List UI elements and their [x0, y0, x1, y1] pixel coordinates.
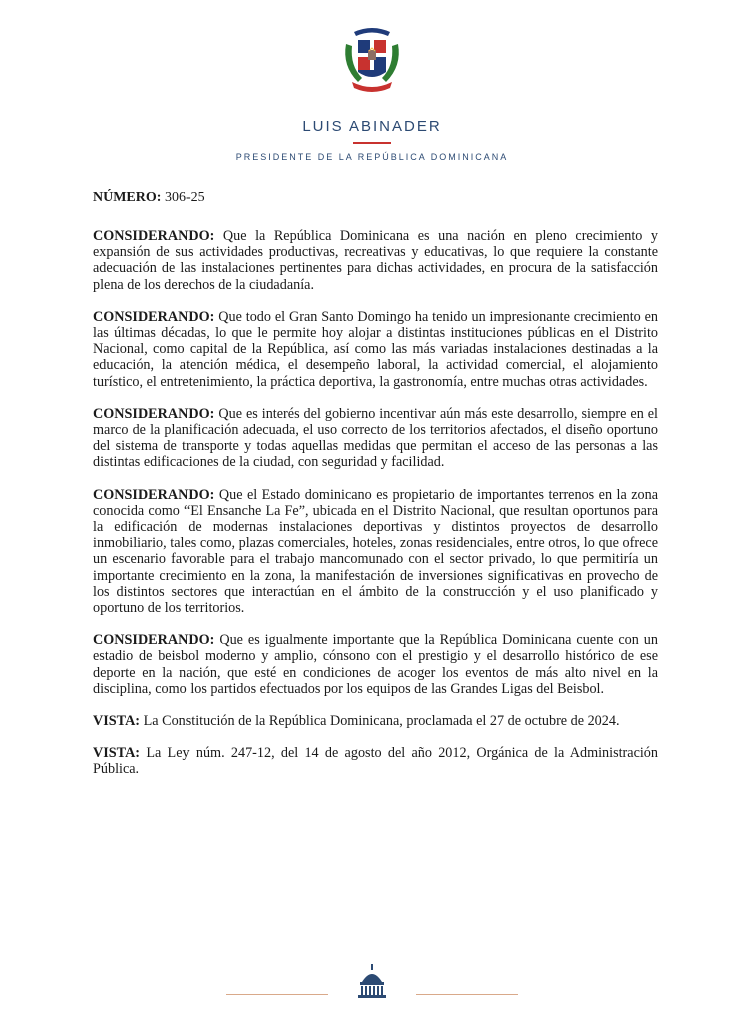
clause	[93, 713, 658, 729]
decree-number-label: NÚMERO:	[93, 190, 162, 205]
clause	[93, 406, 658, 471]
decree-number	[93, 190, 658, 206]
clause-label: VISTA:	[93, 745, 141, 762]
clause-text: Que todo el Gran Santo Domingo ha tenido un impresionante crecimiento en las últimas décadas, lo que le permite hoy alojar a distintas instituciones públicas en el Distrito Nacional, como capital de la República, así como las más variadas instalaciones destinadas a la educación, la atención médica, el desempeño laboral, la actividad comercial, el alojamiento turístico, el entretenimiento, la práctica deportiva, la gastronomía, entre muchas otras actividades.	[93, 308, 659, 390]
clause-label: CONSIDERANDO:	[93, 308, 215, 325]
clause-label: CONSIDERANDO:	[93, 632, 215, 649]
letterhead	[0, 22, 744, 162]
header-divider	[353, 142, 391, 144]
clause	[93, 228, 658, 293]
clause-text: La Constitución de la República Dominicana, proclamada el 27 de octubre de 2024.	[143, 713, 620, 730]
clause	[93, 487, 658, 617]
national-palace-dome-icon	[352, 962, 392, 1002]
clause-label: CONSIDERANDO:	[93, 486, 215, 503]
decree-body	[93, 190, 658, 794]
decree-number-value: 306-25	[164, 190, 205, 205]
clause-text: Que el Estado dominicano es propietario de importantes terrenos en la zona conocida como “El Ensanche La Fe”, ubicada en el Distrito Nacional, que resultan oportunos para la edificación de modernas instalaciones deportivas y distintos proyectos de desarrollo inmobiliario, tales como, plazas comerciales, hoteles, zonas residenciales, entre otros, lo que ofrece un escenario favorable para el trabajo mancomunado con el sector privado, lo que permitiría un importante crecimiento en la zona, la manifestación de inversiones significativas en provecho de los distintos sectores que interactúan en el ámbito de la construcción y el uso planificado y oportuno de los territorios.	[93, 486, 658, 617]
president-title: PRESIDENTE DE LA REPÚBLICA DOMINICANA	[235, 152, 509, 162]
clause-label: VISTA:	[93, 713, 141, 730]
clause	[93, 632, 658, 697]
clause-text: La Ley núm. 247-12, del 14 de agosto del año 2012, Orgánica de la Administración Pública.	[93, 745, 658, 778]
president-name: LUIS ABINADER	[302, 118, 442, 135]
clause-label: CONSIDERANDO:	[93, 405, 215, 422]
clause-text: Que es igualmente importante que la República Dominicana cuente con un estadio de beisbol moderno y amplio, cónsono con el prestigio y el desarrollo histórico de ese deporte en la nación, que esté en condiciones de acoger los eventos de más alto nivel en la disciplina, como los partidos efectuados por los equipos de las Grandes Ligas del Beisbol.	[93, 632, 658, 697]
clause-text: Que la República Dominicana es una nación en pleno crecimiento y expansión de sus actividades productivas, recreativas y educativas, lo que requiere la constante adecuación de las instalaciones pertinentes para dichas actividades, en procura de la satisfacción plena de los derechos de la ciudadanía.	[93, 228, 658, 293]
clause-label: CONSIDERANDO:	[93, 228, 215, 244]
clause	[93, 309, 658, 390]
footer-divider-right	[416, 994, 518, 995]
clause-text: Que es interés del gobierno incentivar aún más este desarrollo, siempre en el marco de la planificación adecuada, el uso correcto de los territorios afectados, el diseño oportuno del sistema de transporte y todas aquellas medidas que permitan el acceso de las personas a las distintas edificaciones de la ciudad, con seguridad y facilidad.	[93, 405, 659, 471]
clause	[93, 745, 658, 777]
coat-of-arms-icon	[336, 22, 408, 94]
footer	[0, 958, 744, 1008]
footer-divider-left	[226, 994, 328, 995]
